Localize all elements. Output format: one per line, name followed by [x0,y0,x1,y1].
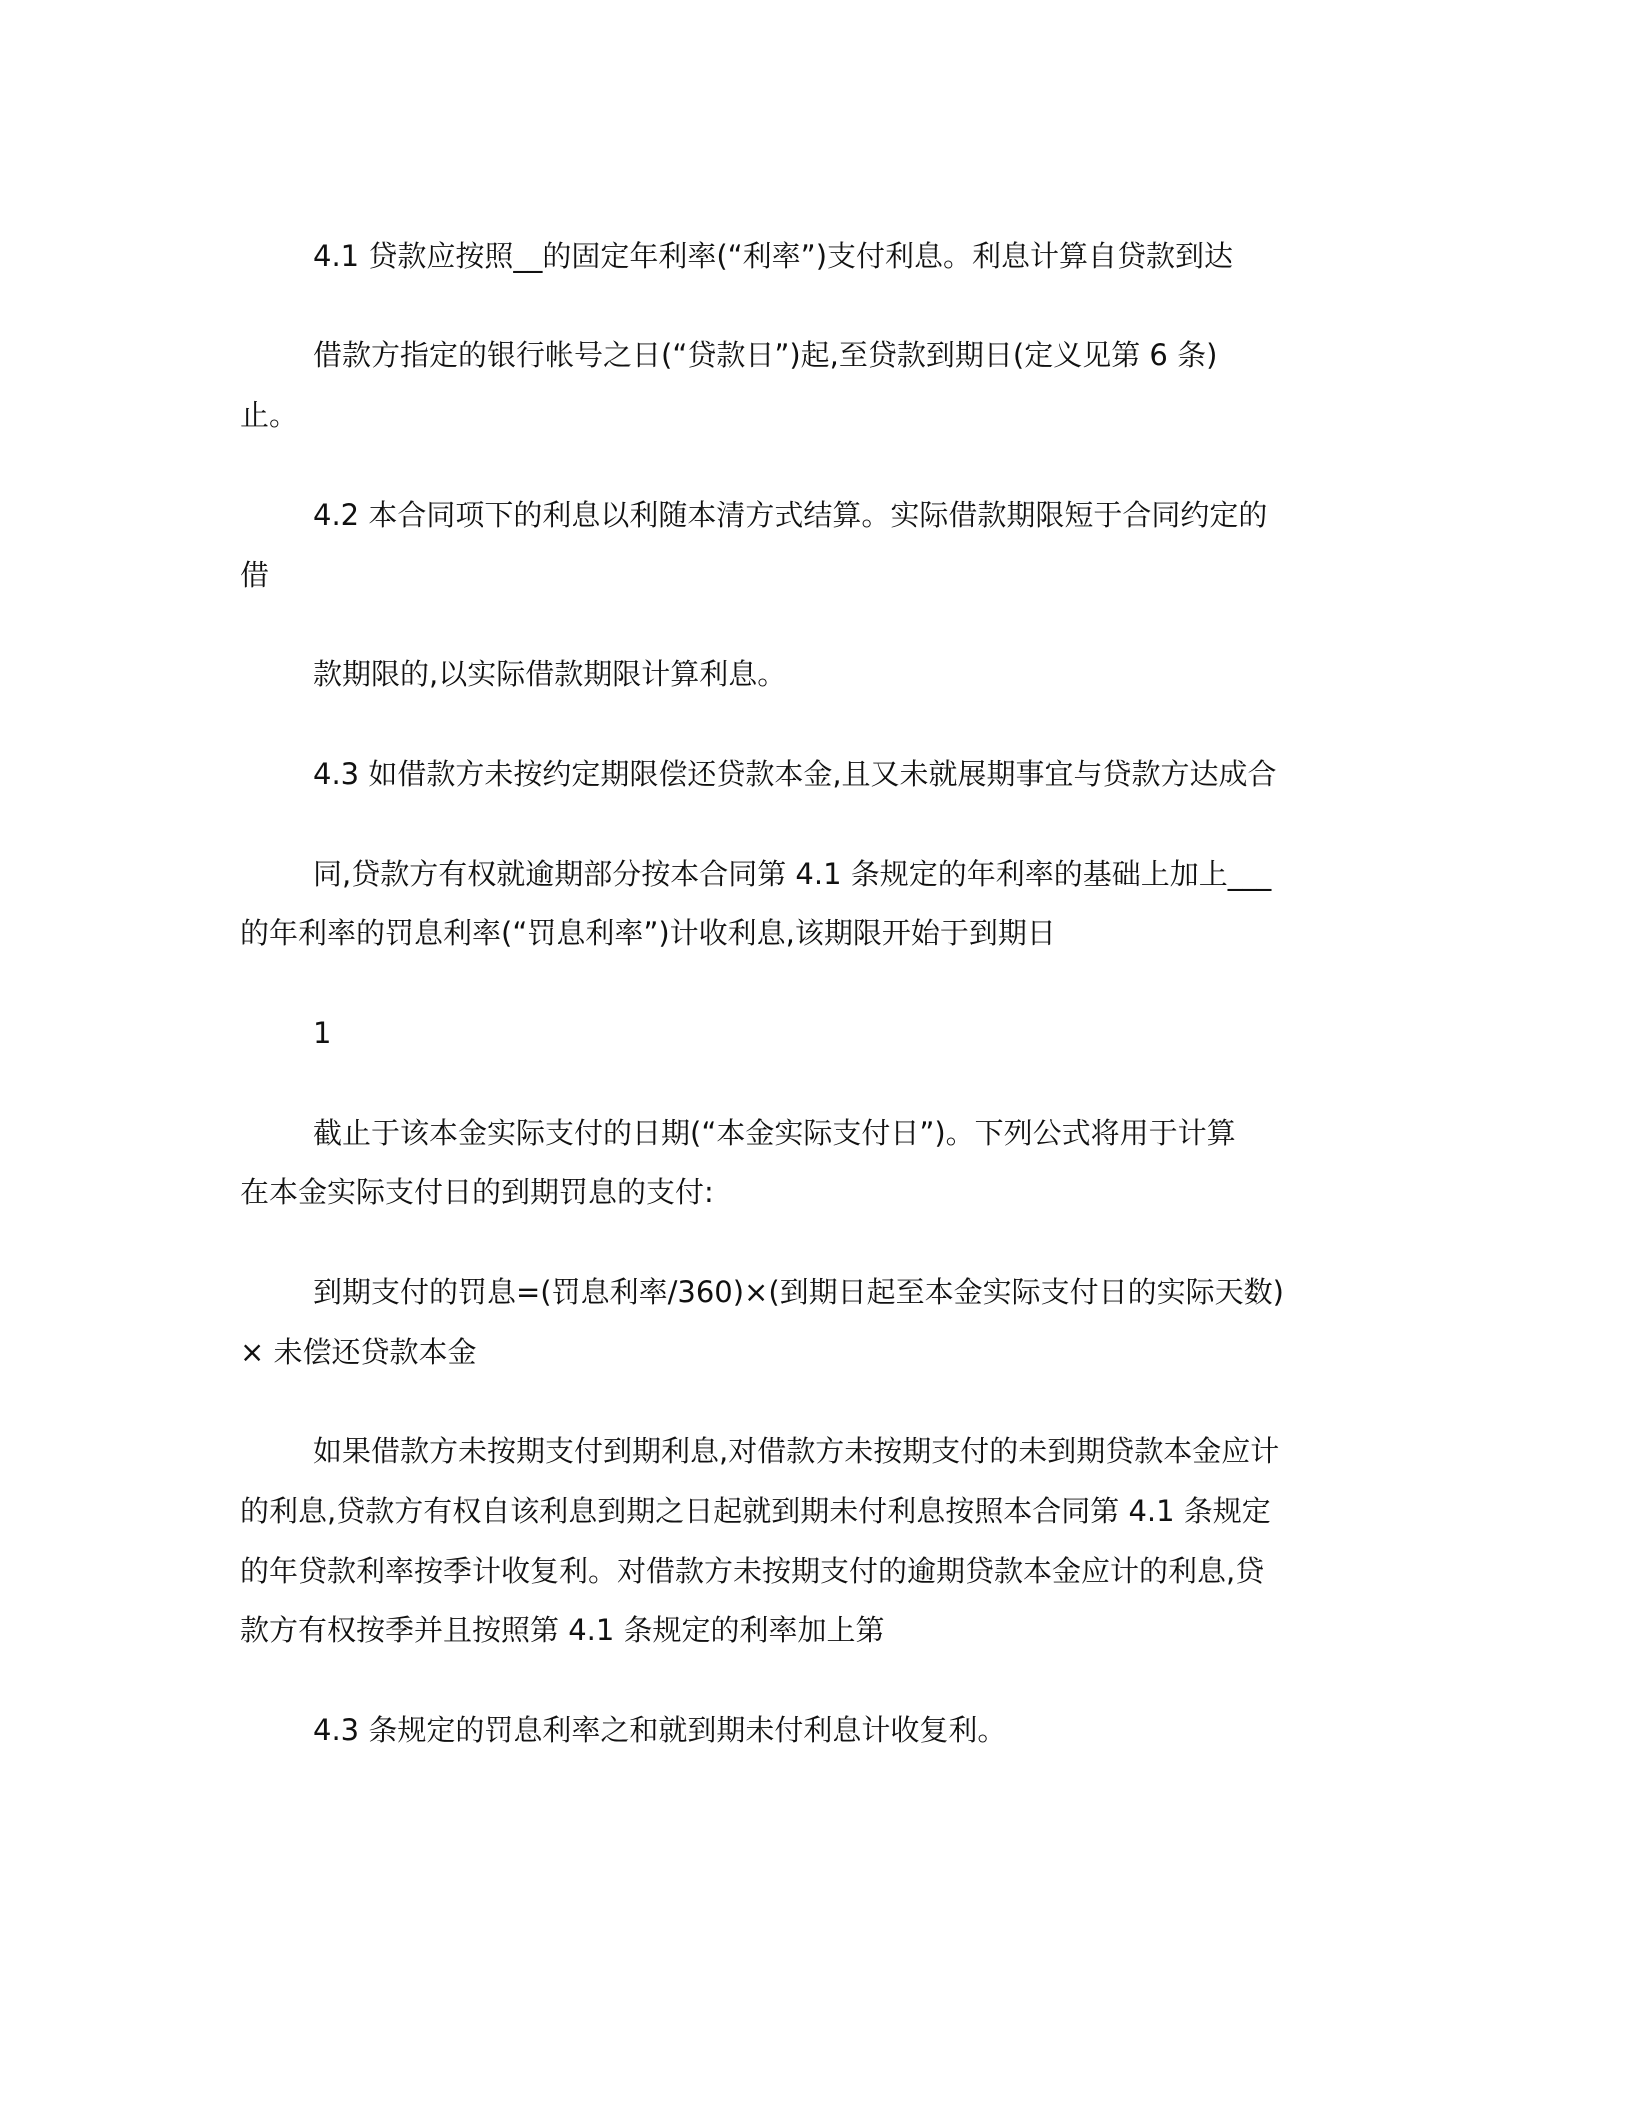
page-number: 1 [313,1016,332,1050]
text-line: 如果借款方未按期支付到期利息,对借款方未按期支付的未到期贷款本金应计 [313,1434,1280,1468]
text-line: 在本金实际支付日的到期罚息的支付: [240,1175,714,1209]
text-line: 借 [240,558,270,592]
text-line: 4.2 本合同项下的利息以利随本清方式结算。实际借款期限短于合同约定的 [313,498,1268,532]
text-line: 4.3 条规定的罚息利率之和就到期未付利息计收复利。 [313,1713,1007,1747]
text-line: 款方有权按季并且按照第 4.1 条规定的利率加上第 [240,1613,885,1647]
text-line: 4.1 贷款应按照__的固定年利率(“利率”)支付利息。利息计算自贷款到达 [313,239,1234,273]
text-line: 借款方指定的银行帐号之日(“贷款日”)起,至贷款到期日(定义见第 6 条) [313,338,1218,372]
formula-line: × 未偿还贷款本金 [240,1335,477,1369]
text-line: 的年贷款利率按季计收复利。对借款方未按期支付的逾期贷款本金应计的利息,贷 [240,1554,1265,1588]
text-line: 的利息,贷款方有权自该利息到期之日起就到期未付利息按照本合同第 4.1 条规定 [240,1494,1271,1528]
text-line: 同,贷款方有权就逾期部分按本合同第 4.1 条规定的年利率的基础上加上___ [313,857,1272,891]
text-line: 截止于该本金实际支付的日期(“本金实际支付日”)。下列公式将用于计算 [313,1116,1236,1150]
formula-line: 到期支付的罚息=(罚息利率/360)×(到期日起至本金实际支付日的实际天数) [313,1275,1284,1309]
text-line: 的年利率的罚息利率(“罚息利率”)计收利息,该期限开始于到期日 [240,916,1056,950]
text-line: 款期限的,以实际借款期限计算利息。 [313,657,787,691]
text-line: 止。 [240,398,299,432]
text-line: 4.3 如借款方未按约定期限偿还贷款本金,且又未就展期事宜与贷款方达成合 [313,757,1277,791]
